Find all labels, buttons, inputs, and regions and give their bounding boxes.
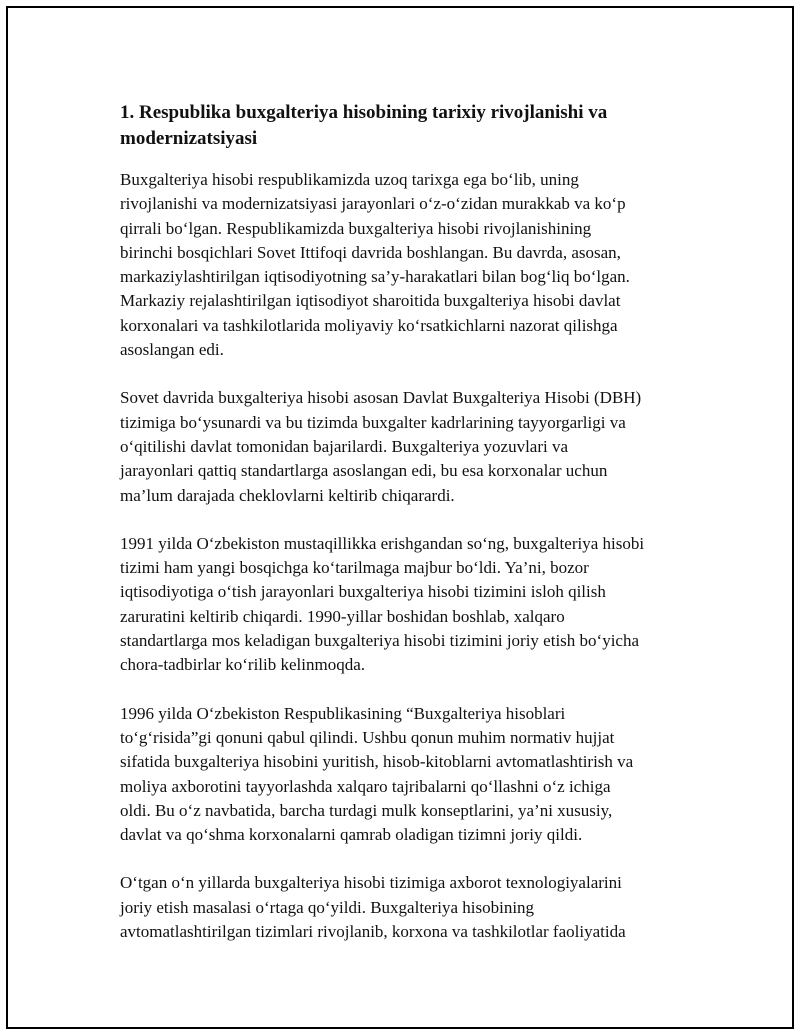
text-line: Sovet davrida buxgalteriya hisobi asosan Davlat Buxgalteriya Hisobi (DBH)	[120, 388, 642, 408]
text-line: ma’lum darajada cheklovlarni keltirib chiqarardi.	[120, 485, 455, 505]
text-line: Markaziy rejalashtirilgan iqtisodiyot sharoitida buxgalteriya hisobi davlat	[120, 291, 621, 311]
text-line: markaziylashtirilgan iqtisodiyotning sa’y-harakatlari bilan bog‘liq bo‘lgan.	[120, 267, 630, 287]
text-line: 1996 yilda O‘zbekiston Respublikasining “Buxgalteriya hisoblari	[120, 703, 566, 723]
text-line: O‘tgan o‘n yillarda buxgalteriya hisobi tizimiga axborot texnologiyalarini	[120, 873, 622, 893]
paragraph-1996-law	[120, 702, 700, 848]
page-frame	[6, 6, 794, 1029]
text-line: qirrali bo‘lgan. Respublikamizda buxgalteriya hisobi rivojlanishining	[120, 218, 592, 238]
paragraph-independence	[120, 532, 700, 678]
text-line: tizimiga bo‘ysunardi va bu tizimda buxgalter kadrlarining tayyorgarligi va	[120, 412, 626, 432]
text-line: chora-tadbirlar ko‘rilib kelinmoqda.	[120, 655, 365, 675]
text-line: asoslangan edi.	[120, 340, 224, 360]
text-line: zaruratini keltirib chiqardi. 1990-yillar boshidan boshlab, xalqaro	[120, 606, 565, 626]
document-body	[120, 100, 700, 968]
text-line: rivojlanishi va modernizatsiyasi jarayonlari o‘z-o‘zidan murakkab va ko‘p	[120, 194, 626, 214]
text-line: birinchi bosqichlari Sovet Ittifoqi davrida boshlangan. Bu davrda, asosan,	[120, 242, 621, 262]
text-line: joriy etish masalasi o‘rtaga qo‘yildi. Buxgalteriya hisobining	[120, 897, 535, 917]
text-line: 1991 yilda O‘zbekiston mustaqillikka erishgandan so‘ng, buxgalteriya hisobi	[120, 533, 645, 553]
paragraph-soviet-origins	[120, 168, 700, 362]
text-line: o‘qitilishi davlat tomonidan bajarilardi. Buxgalteriya yozuvlari va	[120, 436, 569, 456]
text-line: jarayonlari qattiq standartlarga asoslangan edi, bu esa korxonalar uchun	[120, 461, 608, 481]
text-line: standartlarga mos keladigan buxgalteriya hisobi tizimini joriy etish bo‘yicha	[120, 631, 640, 651]
text-line: iqtisodiyotiga o‘tish jarayonlari buxgalteriya hisobi tizimini isloh qilish	[120, 582, 606, 602]
text-line: Buxgalteriya hisobi respublikamizda uzoq tarixga ega bo‘lib, uning	[120, 170, 579, 189]
text-line: tizimi ham yangi bosqichga ko‘tarilmaga majbur bo‘ldi. Ya’ni, bozor	[120, 558, 589, 578]
paragraph-soviet-period	[120, 386, 700, 507]
paragraph-it-adoption	[120, 871, 700, 944]
text-line: oldi. Bu o‘z navbatida, barcha turdagi mulk konseptlarini, ya’ni xususiy,	[120, 800, 613, 820]
text-line: davlat va qo‘shma korxonalarni qamrab oladigan tizimni joriy qildi.	[120, 825, 583, 845]
section-heading	[120, 100, 700, 152]
text-line: moliya axborotini tayyorlashda xalqaro tajribalarni qo‘llashni o‘z ichiga	[120, 776, 611, 796]
text-line: sifatida buxgalteriya hisobini yuritish, hisob-kitoblarni avtomatlashtirish va	[120, 752, 634, 772]
text-line: avtomatlashtirilgan tizimlari rivojlanib, korxona va tashkilotlar faoliyatida	[120, 922, 626, 942]
text-line: korxonalari va tashkilotlarida moliyaviy ko‘rsatkichlarni nazorat qilishga	[120, 315, 618, 335]
text-line: to‘g‘risida”gi qonuni qabul qilindi. Ushbu qonun muhim normativ hujjat	[120, 727, 615, 747]
heading-line: 1. Respublika buxgalteriya hisobining tarixiy rivojlanishi va	[120, 102, 608, 123]
heading-line: modernizatsiyasi	[120, 128, 258, 149]
